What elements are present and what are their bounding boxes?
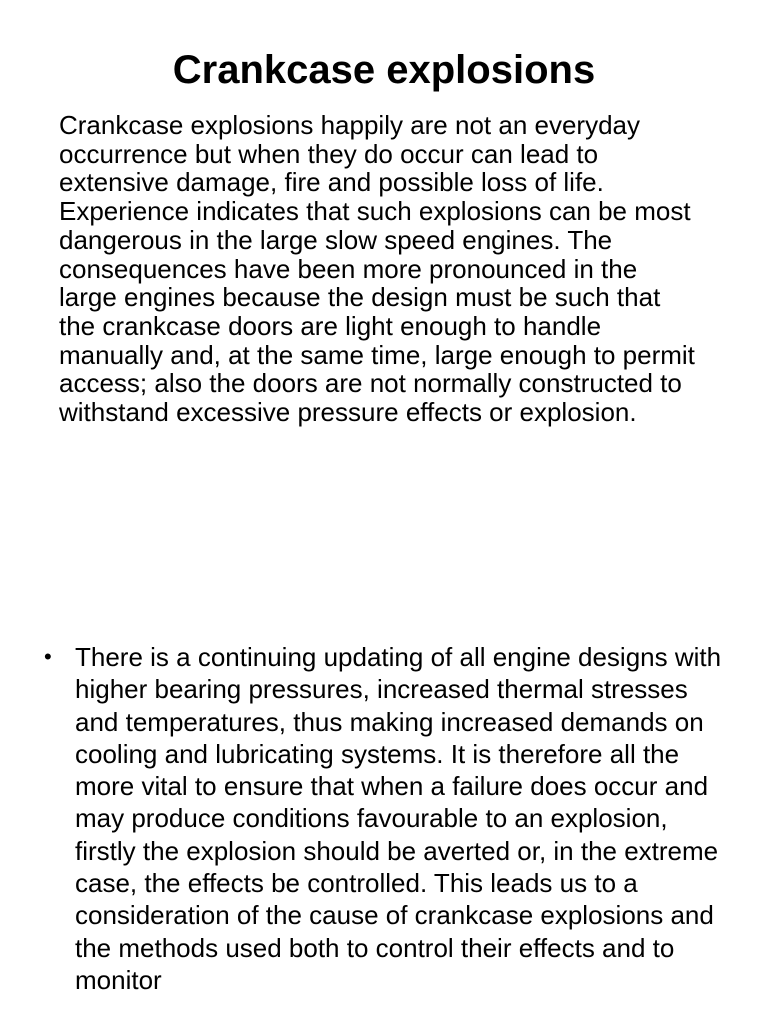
intro-paragraph: Crankcase explosions happily are not an everyday occurrence but when they do occur can lead to extensive damage, fire and possible loss of life. Experience indicates that such explosions can be most dangerous in the large slow speed engines. The consequences have been more pronounced in the large engines because the design must be such that the crankcase doors are light enough to handle manually and, at the same time, large enough to permit access; also the doors are not normally constructed to withstand excessive pressure effects or explosion. (59, 110, 695, 428)
bullet-text: There is a continuing updating of all engine designs with higher bearing pressures, increased thermal stresses and temperatures, thus making increased demands on cooling and lubricating systems. It is therefore all the more vital to ensure that when a failure does occur and may produce conditions favourable to an explosion, firstly the explosion should be averted or, in the extreme case, the effects be controlled. This leads us to a consideration of the cause of crankcase explosions and the methods used both to control their effects and to monitor (75, 642, 722, 995)
bullet-marker: • (44, 644, 52, 669)
bullet-item (0, 641, 768, 996)
bullet-list (0, 641, 768, 996)
page-title: Crankcase explosions (172, 48, 596, 92)
